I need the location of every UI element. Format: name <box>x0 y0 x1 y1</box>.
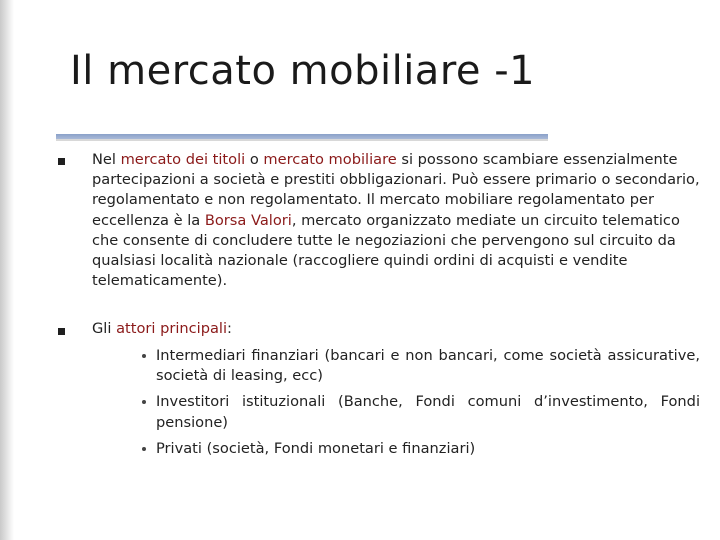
text-run: o <box>245 151 264 168</box>
text-run: Nel <box>92 151 121 168</box>
title-underline-shadow <box>56 139 548 141</box>
keyword-borsa-valori: Borsa Valori <box>204 211 292 229</box>
sublist-item <box>140 346 700 386</box>
bullet-paragraph-1 <box>92 150 704 291</box>
dot-bullet-icon <box>142 400 146 404</box>
square-bullet-icon <box>58 158 65 165</box>
text-run: si possono scambiare essenzialmente partecipazioni a società e prestiti obbligazionari. Può essere primario o secondario, regolamentato e non regolamentato. Il mercato mobiliare regolamentato per eccellenza è la <box>92 151 700 229</box>
sublist-item-text: Investitori istituzionali (Banche, Fondi comuni d’investimento, Fondi pensione) <box>156 393 700 431</box>
sublist-item-text: Privati (società, Fondi monetari e finanziari) <box>156 439 476 457</box>
keyword-attori-principali: attori principali <box>116 320 228 337</box>
slide-title: Il mercato mobiliare -1 <box>70 48 536 94</box>
square-bullet-icon <box>58 328 65 335</box>
keyword-mercato-dei-titoli: mercato dei titoli <box>120 151 246 168</box>
keyword-mercato-mobiliare: mercato mobiliare <box>263 151 397 168</box>
dot-bullet-icon <box>142 447 146 451</box>
left-decorative-bar <box>0 0 14 540</box>
sublist-item-text: Intermediari finanziari (bancari e non bancari, come società assicurative, società di leasing, ecc) <box>156 347 700 385</box>
actors-sublist <box>140 346 700 459</box>
text-run: Gli <box>92 320 117 337</box>
sublist-item <box>140 392 700 432</box>
bullet-paragraph-2 <box>92 319 704 339</box>
sublist-item <box>140 439 700 459</box>
dot-bullet-icon <box>142 354 146 358</box>
text-run: : <box>227 320 232 337</box>
text-run: , mercato organizzato mediate un circuito telematico che consente di concludere tutte le negoziazioni che pervengono sul circuito da qualsiasi località nazionale (raccogliere quindi ordini di acquisti e vendite telematicamente). <box>92 211 680 290</box>
